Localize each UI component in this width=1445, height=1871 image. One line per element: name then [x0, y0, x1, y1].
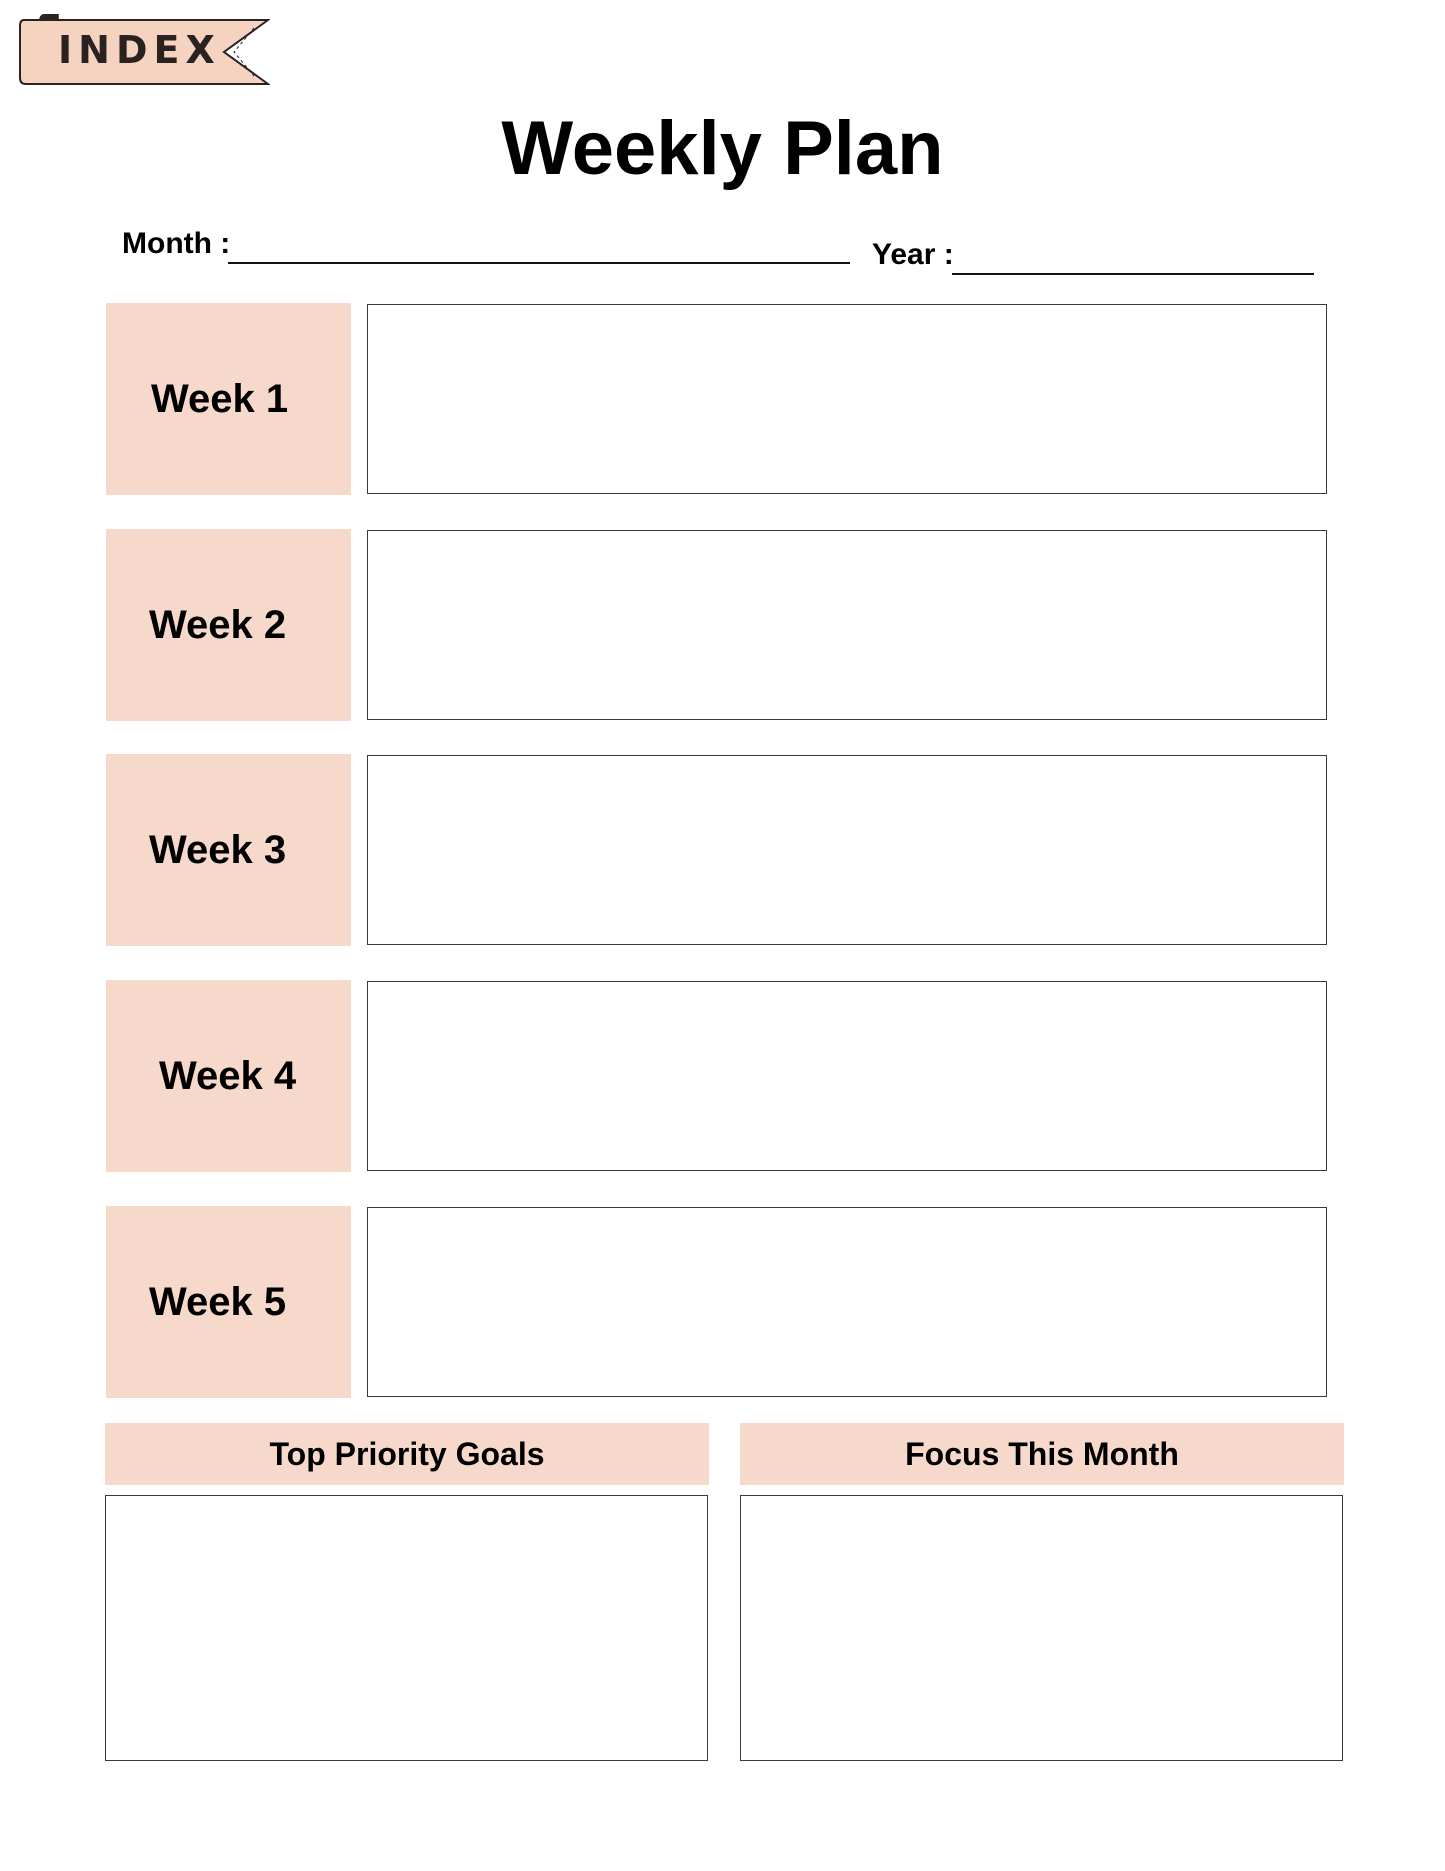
week-4-notes-box[interactable] — [367, 981, 1327, 1171]
index-label: INDEX — [58, 28, 221, 72]
week-label-3 — [106, 754, 351, 946]
week-3-notes-box[interactable] — [367, 755, 1327, 945]
top-priority-goals-box[interactable] — [105, 1495, 708, 1761]
week-label-text: Week 5 — [149, 1280, 287, 1324]
week-label-text: Week 3 — [149, 828, 287, 872]
week-5-notes-box[interactable] — [367, 1207, 1327, 1397]
month-label: Month : — [122, 227, 231, 260]
focus-this-month-box[interactable] — [740, 1495, 1343, 1761]
week-label-text: Week 4 — [159, 1054, 297, 1098]
year-field[interactable] — [952, 273, 1314, 275]
month-field[interactable] — [228, 262, 850, 264]
week-2-notes-box[interactable] — [367, 530, 1327, 720]
week-label-text: Week 1 — [151, 377, 289, 421]
focus-this-month-header: Focus This Month — [740, 1423, 1344, 1485]
week-label-1 — [106, 303, 351, 495]
week-1-notes-box[interactable] — [367, 304, 1327, 494]
index-tab[interactable] — [18, 14, 270, 86]
year-label: Year : — [872, 238, 954, 271]
week-label-4 — [106, 980, 351, 1172]
week-label-text: Week 2 — [149, 603, 287, 647]
page-title: Weekly Plan — [501, 106, 944, 191]
week-label-2 — [106, 529, 351, 721]
top-priority-goals-header: Top Priority Goals — [105, 1423, 709, 1485]
week-label-5 — [106, 1206, 351, 1398]
